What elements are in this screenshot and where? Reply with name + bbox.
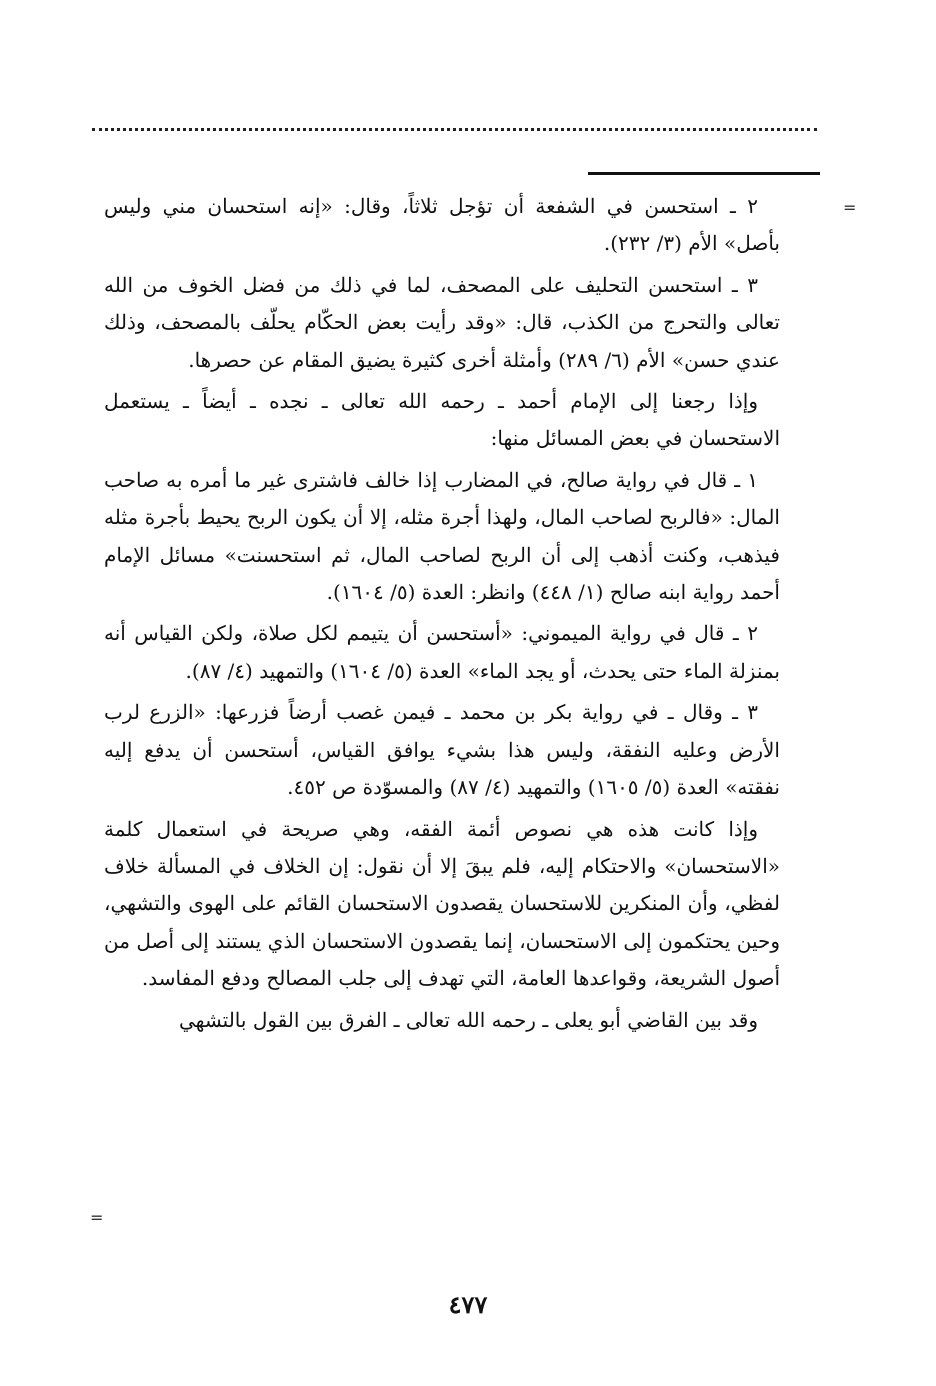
paragraph-6: ٣ ـ وقال ـ في رواية بكر بن محمد ـ فيمن غصب أرضاً فزرعها: «الزرع لرب الأرض وعليه النفقة، وليس هذا بشيء يوافق القياس، أستحسن أن يدفع إليه نفقته» العدة (٥/ ١٦٠٥) والتمهيد (٤/ ٨٧) والمسوّدة ص ٤٥٢.	[104, 700, 780, 800]
page-body-text	[104, 188, 780, 1043]
continuation-mark-top: =	[843, 198, 857, 217]
paragraph-7: وإذا كانت هذه هي نصوص أئمة الفقه، وهي صريحة في استعمال كلمة «الاستحسان» والاحتكام إليه، فلم يبقَ إلا أن نقول: إن الخلاف في المسألة خلاف لفظي، وأن المنكرين للاستحسان يقصدون الاستحسان القائم على الهوى والتشهي، وحين يحتكمون إلى الاستحسان، إنما يقصدون الاستحسان الذي يستند إلى أصل من أصول الشريعة، وقواعدها العامة، التي تهدف إلى جلب المصالح ودفع المفاسد.	[104, 816, 780, 991]
paragraph-2: ٣ ـ استحسن التحليف على المصحف، لما في ذلك من فضل الخوف من الله تعالى والتحرج من الكذب، قال: «وقد رأيت بعض الحكّام يحلّف بالمصحف، وذلك عندي حسن» الأم (٦/ ٢٨٩) وأمثلة أخرى كثيرة يضيق المقام عن حصرها.	[104, 272, 780, 372]
footnote-rule	[588, 172, 820, 175]
page-number: ٤٧٧	[448, 1290, 488, 1319]
paragraph-8: وقد بين القاضي أبو يعلى ـ رحمه الله تعالى ـ الفرق بين القول بالتشهي	[178, 1007, 758, 1032]
continuation-mark-bottom: =	[90, 1208, 104, 1227]
paragraph-4: ١ ـ قال في رواية صالح، في المضارب إذا خالف فاشترى غير ما أمره به صاحب المال: «فالربح لصاحب المال، ولهذا أجرة مثله، إلا أن يكون الربح يحيط بأجرة مثله فيذهب، وكنت أذهب إلى أن الربح لصاحب المال، ثم استحسنت» مسائل الإمام أحمد رواية ابنه صالح (١/ ٤٤٨) وانظر: العدة (٥/ ١٦٠٤).	[104, 467, 780, 605]
dotted-divider	[92, 128, 817, 131]
paragraph-1: ٢ ـ استحسن في الشفعة أن تؤجل ثلاثاً، وقال: «إنه استحسان مني وليس بأصل» الأم (٣/ ٢٣٢).	[104, 194, 780, 256]
paragraph-5: ٢ ـ قال في رواية الميموني: «أستحسن أن يتيمم لكل صلاة، ولكن القياس أنه بمنزلة الماء حتى يحدث، أو يجد الماء» العدة (٥/ ١٦٠٤) والتمهيد (٤/ ٨٧).	[104, 621, 780, 683]
paragraph-3: وإذا رجعنا إلى الإمام أحمد ـ رحمه الله تعالى ـ نجده ـ أيضاً ـ يستعمل الاستحسان في بعض المسائل منها:	[104, 389, 780, 451]
